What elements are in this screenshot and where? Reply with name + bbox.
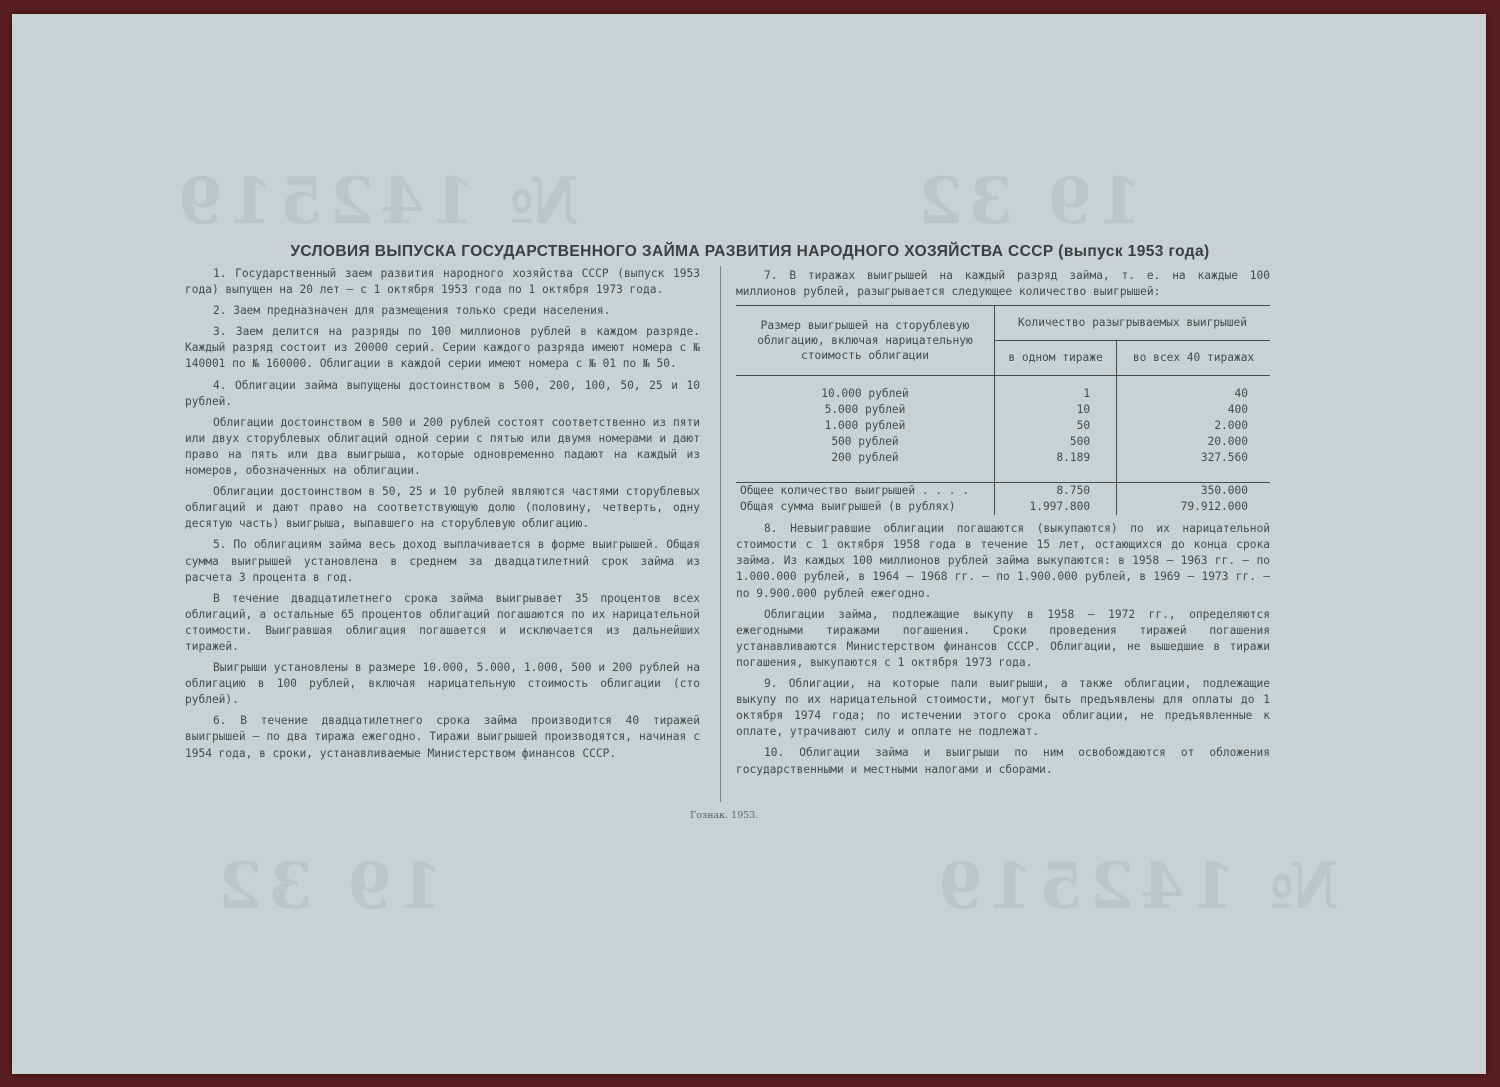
ghost-series-number-bottom: 19 32 <box>212 849 443 924</box>
all-draws-header: во всех 40 тиражах <box>1117 341 1270 376</box>
printer-imprint: Гознак. 1953. <box>690 810 759 821</box>
per-draw-cell: 500 <box>995 434 1117 450</box>
table-separator <box>736 466 1270 483</box>
per-draw-cell: 1 <box>995 376 1117 403</box>
table-row <box>736 376 1270 403</box>
total-count-all-draws: 350.000 <box>1200 484 1248 498</box>
ghost-serial-number: № 142519 <box>172 164 580 239</box>
total-count-label: Общее количество выигрышей . . . . <box>736 483 995 500</box>
total-sum-label: Общая сумма выигрышей (в рублях) <box>736 499 995 515</box>
clause-7: 7. В тиражах выигрышей на каждый разряд займа, т. е. на каждые 100 миллионов рублей, разыгрывается следующее количество выигрышей: <box>736 269 1270 299</box>
per-draw-cell: 10 <box>995 402 1117 418</box>
ghost-serial-number-bottom: № 142519 <box>932 849 1340 924</box>
all-draws-cell: 400 <box>1227 403 1248 417</box>
per-draw-cell: 50 <box>995 418 1117 434</box>
clause-1: 1. Государственный заем развития народного хозяйства СССР (выпуск 1953 года) выпущен на 20 лет — с 1 октября 1953 года по 1 октября 1973 года. <box>185 267 700 297</box>
per-draw-header: в одном тираже <box>995 341 1117 376</box>
column-divider <box>720 266 721 802</box>
clause-5-para-3: Выигрыши установлены в размере 10.000, 5.000, 1.000, 500 и 200 рублей на облигацию в 100 рублей, включая нарицательную стоимость облигации (сто рублей). <box>185 661 700 707</box>
clause-4-para-3: Облигации достоинством в 50, 25 и 10 рублей являются частями сторублевых облигаций и дают право на соответствующую долю (половину, четверть, одну десятую часть) выигрыша, выпавшего на сторублевую облигацию. <box>185 485 700 531</box>
total-sum-all-draws: 79.912.000 <box>1180 500 1248 514</box>
clause-6: 6. В течение двадцатилетнего срока займа производится 40 тиражей выигрышей — по два тиража ежегодно. Тиражи выигрышей производятся, начиная с 1954 года, в сроки, устанавливаемые Министерством финансов СССР. <box>185 714 700 760</box>
clause-8-para-2: Облигации займа, подлежащие выкупу в 1958 — 1972 гг., определяются ежегодными тиражами погашения. Сроки проведения тиражей погашения устанавливаются Министерством финансов СССР. Облигации, не вышедшие в тиражи погашения, выкупаются с 1 октября 1973 года. <box>736 607 1270 669</box>
clause-10: 10. Облигации займа и выигрыши по ним освобождаются от обложения государственными и местными налогами и сборами. <box>736 746 1270 776</box>
prize-quantity-header: Количество разыгрываемых выигрышей <box>995 306 1271 341</box>
all-draws-cell: 20.000 <box>1207 435 1248 449</box>
clause-4: 4. Облигации займа выпущены достоинством в 500, 200, 100, 50, 25 и 10 рублей. <box>185 378 700 408</box>
total-count-row <box>736 483 1270 500</box>
prize-size-cell: 5.000 рублей <box>736 402 995 418</box>
ghost-series-number: 19 32 <box>912 164 1143 239</box>
table-row <box>736 434 1270 450</box>
all-draws-cell: 2.000 <box>1214 419 1248 433</box>
table-row <box>736 418 1270 434</box>
clause-4-para-2: Облигации достоинством в 500 и 200 рублей состоят соответственно из пяти или двух сторублевых облигаций одной серии с пятью или двумя номерами и дают право на пять или два выигрыша, которые одновременно падают на каждый из номеров, обозначенных на облигации. <box>185 415 700 478</box>
per-draw-cell: 8.189 <box>995 450 1117 466</box>
table-row <box>736 402 1270 418</box>
total-sum-per-draw: 1.997.800 <box>995 499 1117 515</box>
total-count-per-draw: 8.750 <box>995 483 1117 500</box>
clause-3: 3. Заем делится на разряды по 100 миллионов рублей в каждом разряде. Каждый разряд состоит из 20000 серий. Серии каждого разряда имеют номера с № 140001 по № 160000. Облигации в каждой серии имеют номера с № 01 по № 50. <box>185 325 700 371</box>
prize-size-cell: 500 рублей <box>736 434 995 450</box>
prize-size-header: Размер выигрышей на сторублевую облигацию, включая нарицательную стоимость облигации <box>736 306 995 376</box>
prize-size-cell: 1.000 рублей <box>736 418 995 434</box>
conditions-left-column <box>185 266 700 767</box>
prize-table <box>736 305 1270 515</box>
clause-5: 5. По облигациям займа весь доход выплачивается в форме выигрышей. Общая сумма выигрышей установлена в среднем за двадцатилетний срок займа из расчета 3 процента в год. <box>185 538 700 584</box>
conditions-right-column <box>736 268 1270 783</box>
all-draws-cell: 327.560 <box>1200 451 1248 465</box>
clause-9: 9. Облигации, на которые пали выигрыши, а также облигации, подлежащие выкупу по их нарицательной стоимости, могут быть предъявлены для оплаты до 1 октября 1974 года; по истечении этого срока облигации, не предъявленные к оплате, утрачивают силу и оплате не подлежат. <box>736 677 1270 739</box>
clause-8: 8. Невыигравшие облигации погашаются (выкупаются) по их нарицательной стоимости с 1 октября 1958 года в течение 15 лет, остающихся до конца срока займа. Из каждых 100 миллионов рублей займа выкупаются: в 1958 — 1963 гг. — по 1.000.000 рублей, в 1964 — 1968 гг. — по 1.900.000 рублей, в 1969 — 1973 гг. — по 9.900.000 рублей ежегодно. <box>736 522 1270 600</box>
all-draws-cell: 40 <box>1234 387 1248 401</box>
total-sum-row <box>736 499 1270 515</box>
prize-size-cell: 200 рублей <box>736 450 995 466</box>
prize-size-cell: 10.000 рублей <box>736 376 995 403</box>
document-title: УСЛОВИЯ ВЫПУСКА ГОСУДАРСТВЕННОГО ЗАЙМА РАЗВИТИЯ НАРОДНОГО ХОЗЯЙСТВА СССР (выпуск 1953 года) <box>290 243 1210 260</box>
clause-5-para-2: В течение двадцатилетнего срока займа выигрывает 35 процентов всех облигаций, а остальные 65 процентов облигаций погашаются по их нарицательной стоимости. Выигравшая облигация погашается и исключается из дальнейших тиражей. <box>185 591 700 653</box>
table-row <box>736 450 1270 466</box>
clause-2: 2. Заем предназначен для размещения только среди населения. <box>213 304 611 318</box>
